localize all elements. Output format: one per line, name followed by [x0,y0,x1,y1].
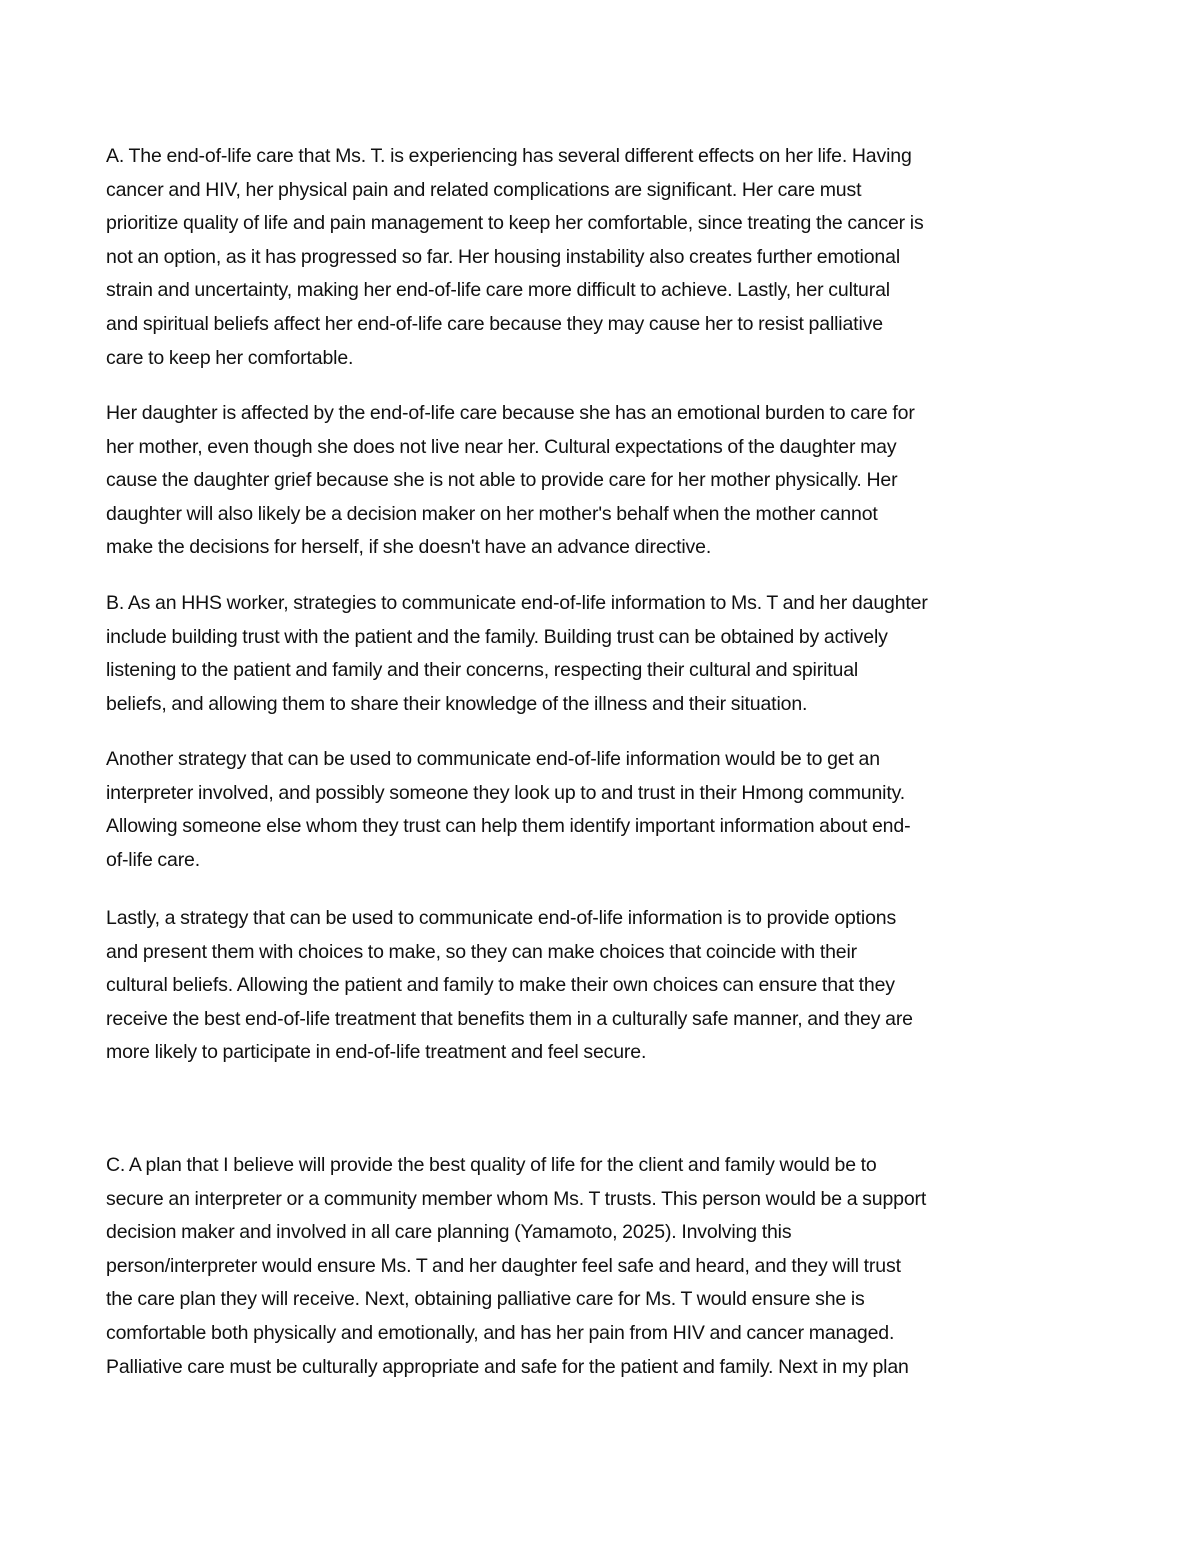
text-line: beliefs, and allowing them to share their knowledge of the illness and their situation. [106,692,808,715]
text-line: cause the daughter grief because she is not able to provide care for her mother physically. Her [106,469,898,492]
text-line: comfortable both physically and emotionally, and has her pain from HIV and cancer managed. [106,1321,895,1344]
text-line: receive the best end-of-life treatment that benefits them in a culturally safe manner, and they are [106,1007,913,1030]
text-line: interpreter involved, and possibly someone they look up to and trust in their Hmong community. [106,781,906,804]
text-line: listening to the patient and family and their concerns, respecting their cultural and spiritual [106,659,859,682]
paragraph-choices-strategy [106,902,1106,1070]
text-line: and present them with choices to make, so they can make choices that coincide with their [106,940,858,963]
text-line: more likely to participate in end-of-life treatment and feel secure. [106,1041,647,1064]
text-line: A. The end-of-life care that Ms. T. is experiencing has several different effects on her life. Having [106,145,912,167]
text-line: of-life care. [106,848,201,871]
text-line: Allowing someone else whom they trust can help them identify important information about end- [106,815,911,838]
text-line: her mother, even though she does not live near her. Cultural expectations of the daughter may [106,435,897,458]
text-line: cancer and HIV, her physical pain and related complications are significant. Her care must [106,178,862,201]
text-line: not an option, as it has progressed so far. Her housing instability also creates further emotional [106,245,901,268]
text-line: Her daughter is affected by the end-of-life care because she has an emotional burden to care for [106,402,915,424]
paragraph-b-strategies [106,587,1106,721]
text-line: prioritize quality of life and pain management to keep her comfortable, since treating the cancer is [106,212,924,235]
text-line: B. As an HHS worker, strategies to communicate end-of-life information to Ms. T and her daughter [106,592,928,614]
text-line: C. A plan that I believe will provide the best quality of life for the client and family would be to [106,1154,877,1176]
text-line: make the decisions for herself, if she doesn't have an advance directive. [106,536,712,559]
paragraph-daughter-effects [106,397,1106,565]
text-line: Another strategy that can be used to communicate end-of-life information would be to get an [106,748,880,770]
text-line: Palliative care must be culturally appropriate and safe for the patient and family. Next in my plan [106,1355,909,1378]
text-line: and spiritual beliefs affect her end-of-life care because they may cause her to resist palliative [106,312,883,335]
text-line: strain and uncertainty, making her end-of-life care more difficult to achieve. Lastly, her cultural [106,279,890,302]
paragraph-c-plan [106,1149,1106,1384]
paragraph-a-effects [106,140,1106,375]
text-line: daughter will also likely be a decision maker on her mother's behalf when the mother cannot [106,502,878,525]
text-line: the care plan they will receive. Next, obtaining palliative care for Ms. T would ensure she is [106,1288,865,1311]
text-line: include building trust with the patient and the family. Building trust can be obtained by actively [106,625,888,648]
paragraph-interpreter-strategy [106,743,1106,877]
text-line: secure an interpreter or a community member whom Ms. T trusts. This person would be a support [106,1187,927,1210]
text-line: Lastly, a strategy that can be used to communicate end-of-life information is to provide options [106,907,897,929]
text-line: person/interpreter would ensure Ms. T and her daughter feel safe and heard, and they will trust [106,1254,901,1277]
text-line: decision maker and involved in all care planning (Yamamoto, 2025). Involving this [106,1221,792,1244]
text-line: care to keep her comfortable. [106,346,354,369]
text-line: cultural beliefs. Allowing the patient and family to make their own choices can ensure that they [106,974,895,997]
